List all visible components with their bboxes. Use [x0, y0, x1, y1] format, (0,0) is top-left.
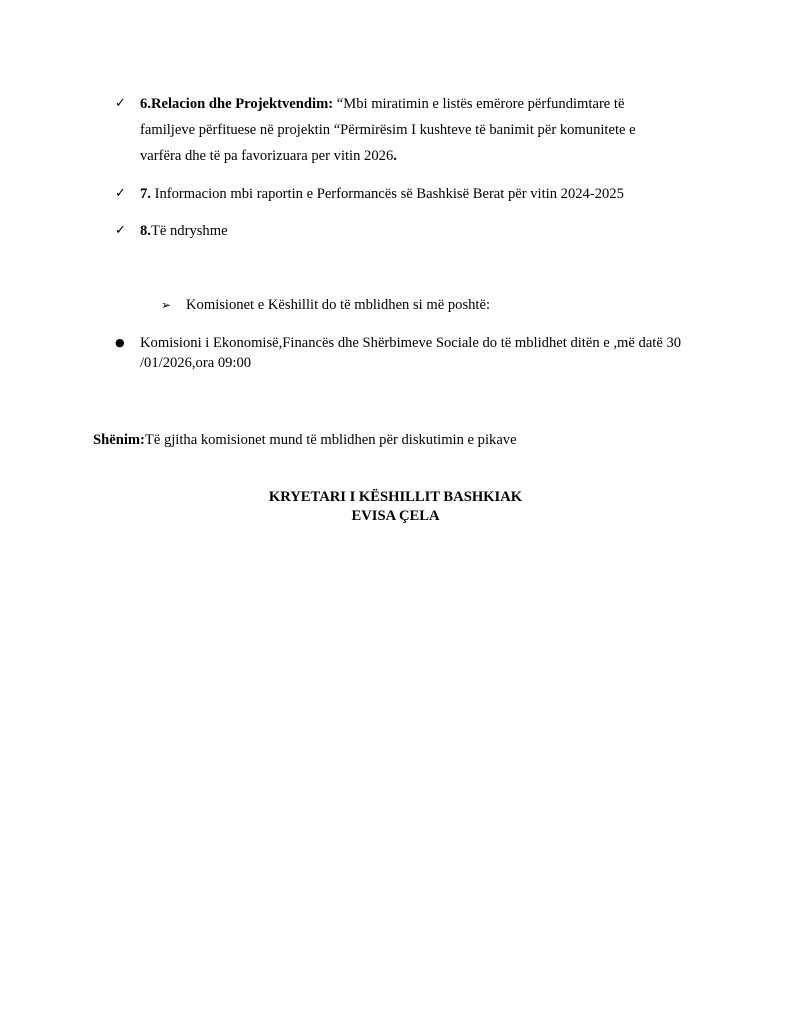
check-mark-icon: ✓ — [115, 223, 126, 238]
signature-name: EVISA ÇELA — [351, 508, 440, 524]
agenda-item-6-end: . — [393, 148, 397, 164]
agenda-item-8-number: 8. — [140, 223, 151, 239]
agenda-item-6-text — [140, 91, 680, 169]
agenda-item-7-number: 7. — [140, 186, 151, 202]
dot-bullet-icon: ● — [115, 336, 125, 349]
commissions-heading-text: Komisionet e Këshillit do të mblidhen si më poshtë: — [186, 297, 491, 313]
check-mark-icon: ✓ — [115, 96, 126, 111]
arrow-bullet-icon: ➢ — [161, 298, 172, 312]
signature-title: KRYETARI I KËSHILLIT BASHKIAK — [268, 489, 523, 505]
note — [93, 430, 517, 450]
note-label: Shënim: — [93, 432, 145, 448]
agenda-item-7-body: Informacion mbi raportin e Performancës së Bashkisë Berat për vitin 2024-2025 — [150, 186, 624, 202]
agenda-item-6-body: “Mbi miratimin e listës emërore përfundimtare të familjeve përfituese në projektin “Përmirësim I kushteve të banimit për komunitete e varfëra dhe të pa favorizuara per vitin 2026 — [140, 96, 636, 164]
agenda-item-8-body: Të ndryshme — [150, 223, 228, 239]
note-text: Të gjitha komisionet mund të mblidhen për diskutimin e pikave — [144, 432, 517, 448]
commission-entry-text: Komisioni i Ekonomisë,Financës dhe Shërbimeve Sociale do të mblidhet ditën e ,më datë 30 /01/2026,ora 09:00 — [140, 335, 682, 371]
agenda-item-6-title: 6.Relacion dhe Projektvendim: — [140, 96, 334, 112]
agenda-item-8-text — [140, 218, 680, 244]
agenda-item-7-text — [140, 181, 680, 207]
check-mark-icon: ✓ — [115, 186, 126, 201]
